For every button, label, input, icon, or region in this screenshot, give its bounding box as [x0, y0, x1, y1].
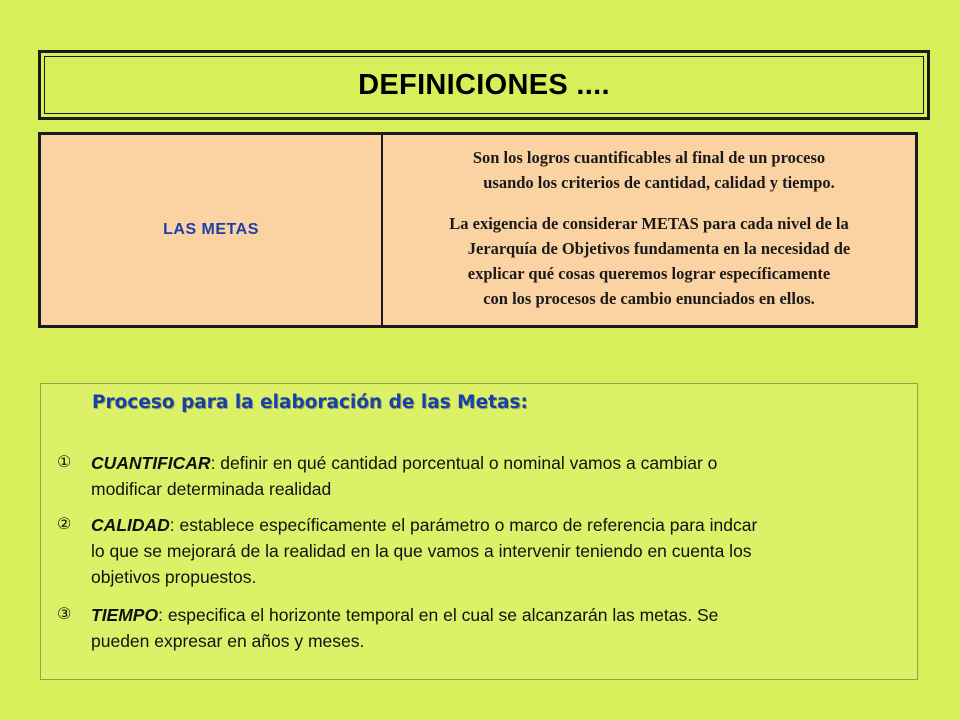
list-item-body	[91, 602, 903, 654]
list-item-body	[91, 450, 903, 502]
term-label: LAS METAS	[163, 221, 259, 238]
number-three-icon: ③	[57, 606, 72, 623]
process-panel	[40, 383, 918, 680]
item-keyword: TIEMPO	[91, 605, 159, 625]
list-item-body	[91, 512, 903, 538]
definition-cell	[383, 135, 915, 325]
item-text: lo que se mejorará de la realidad en la que vamos a intervenir teniendo en cuenta los	[91, 541, 752, 561]
title-frame	[38, 50, 930, 120]
list-item	[51, 602, 903, 654]
item-text: : establece específicamente el parámetro o marco de referencia para indcar	[169, 515, 758, 535]
definition-line: con los procesos de cambio enunciados en ellos.	[483, 289, 815, 308]
term-cell	[41, 135, 383, 325]
item-text: : definir en qué cantidad porcentual o nominal vamos a cambiar o	[210, 453, 718, 473]
list-item	[51, 450, 903, 502]
number-two-icon: ②	[57, 516, 72, 533]
item-text: : especifica el horizonte temporal en el cual se alcanzarán las metas. Se	[158, 605, 719, 625]
definition-line: Jerarquía de Objetivos fundamenta en la necesidad de	[467, 239, 851, 258]
paragraph-gap	[389, 195, 909, 211]
process-title: Proceso para la elaboración de las Metas:	[92, 392, 528, 413]
item-keyword: CALIDAD	[91, 515, 170, 535]
item-keyword: CUANTIFICAR	[91, 453, 211, 473]
definition-line: Son los logros cuantificables al final de un proceso	[472, 148, 826, 167]
item-text: pueden expresar en años y meses.	[91, 631, 365, 651]
number-one-icon: ①	[57, 454, 72, 471]
definition-line: usando los criterios de cantidad, calidad y tiempo.	[483, 173, 835, 192]
list-item	[51, 512, 903, 590]
definition-line: La exigencia de considerar METAS para cada nivel de la	[449, 214, 849, 233]
definition-line: explicar qué cosas queremos lograr específicamente	[467, 264, 831, 283]
item-text: objetivos propuestos.	[91, 567, 257, 587]
item-text: modificar determinada realidad	[91, 479, 332, 499]
title-inner-frame	[44, 56, 924, 114]
page-title: DEFINICIONES ....	[358, 68, 610, 101]
definition-table	[38, 132, 918, 328]
list-item-continuation	[91, 538, 903, 590]
